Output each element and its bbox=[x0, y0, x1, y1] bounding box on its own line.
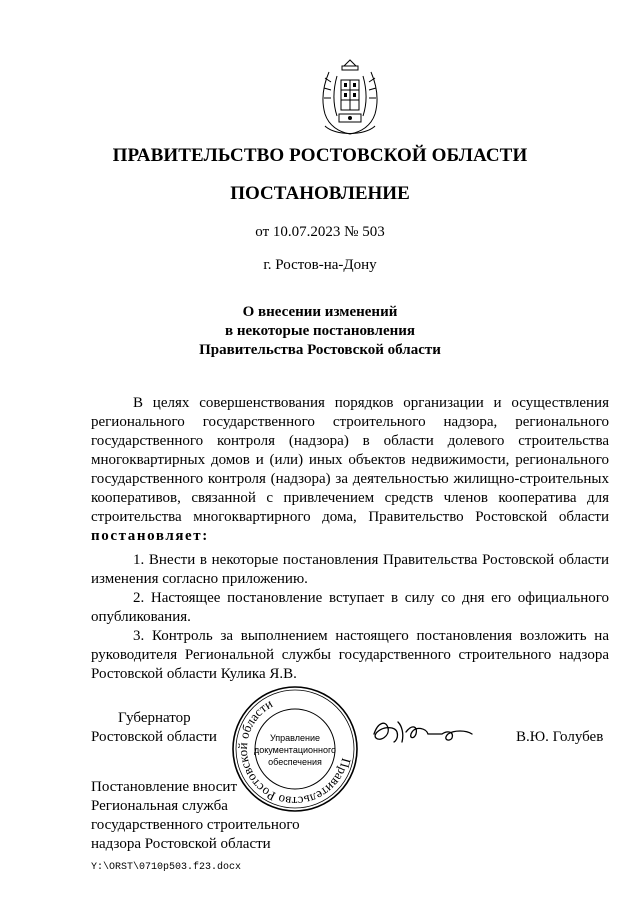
submitter-block bbox=[91, 778, 300, 854]
title-line: О внесении изменений bbox=[242, 304, 398, 320]
date-number: от 10.07.2023 № 503 bbox=[255, 224, 385, 240]
title-line: в некоторые постановления bbox=[224, 323, 416, 339]
city: г. Ростов-на-Дону bbox=[263, 257, 377, 273]
preamble-paragraph bbox=[91, 394, 609, 546]
submitter-line: Региональная служба bbox=[91, 798, 228, 814]
submitter-line: государственного строительного bbox=[91, 817, 300, 833]
list-item: 1. Внести в некоторые постановления Правительства Ростовской области изменения согласно приложению. bbox=[91, 552, 609, 587]
handwritten-signature bbox=[368, 712, 478, 752]
submitter-line: надзора Ростовской области bbox=[91, 836, 271, 852]
resolution-word: постановляет: bbox=[91, 528, 209, 544]
submitter-line: Постановление вносит bbox=[91, 779, 238, 795]
stamp-center-line: Управление bbox=[269, 733, 321, 743]
signatory-name: В.Ю. Голубев bbox=[516, 729, 604, 745]
signatory-position-line1: Губернатор bbox=[118, 710, 191, 726]
organization-name: ПРАВИТЕЛЬСТВО РОСТОВСКОЙ ОБЛАСТИ bbox=[112, 145, 528, 166]
list-item: 3. Контроль за выполнением настоящего постановления возложить на руководителя Региональной службы государственного строительного надзора Ростовской области Кулика Я.В. bbox=[91, 628, 609, 682]
preamble-text: В целях совершенствования порядков организации и осуществления регионального государственного строительного надзора, регионального государственного контроля (надзора) в области долевого строительства многоквартирных домов и (или) иных объектов недвижимости, регионального государственного контроля (надзора) за деятельностью жилищно-строительных кооперативов, связанной с привлечением средств членов кооператива для строительства многоквартирного дома, Правительство Ростовской области bbox=[91, 395, 609, 525]
coat-of-arms-emblem bbox=[315, 56, 385, 140]
signatory-position-line2: Ростовской области bbox=[91, 729, 217, 745]
stamp-ring-text: Правительство Ростовской области bbox=[234, 695, 355, 810]
stamp-center-line: обеспечения bbox=[268, 757, 322, 767]
document-type: ПОСТАНОВЛЕНИЕ bbox=[230, 183, 410, 204]
file-path-footer: Y:\ORST\0710p503.f23.docx bbox=[91, 862, 242, 873]
list-item: 2. Настоящее постановление вступает в силу со дня его официального опубликования. bbox=[91, 590, 609, 625]
title-line: Правительства Ростовской области bbox=[199, 342, 441, 358]
document-title bbox=[0, 303, 640, 360]
stamp-center-line: документационного bbox=[253, 745, 337, 755]
